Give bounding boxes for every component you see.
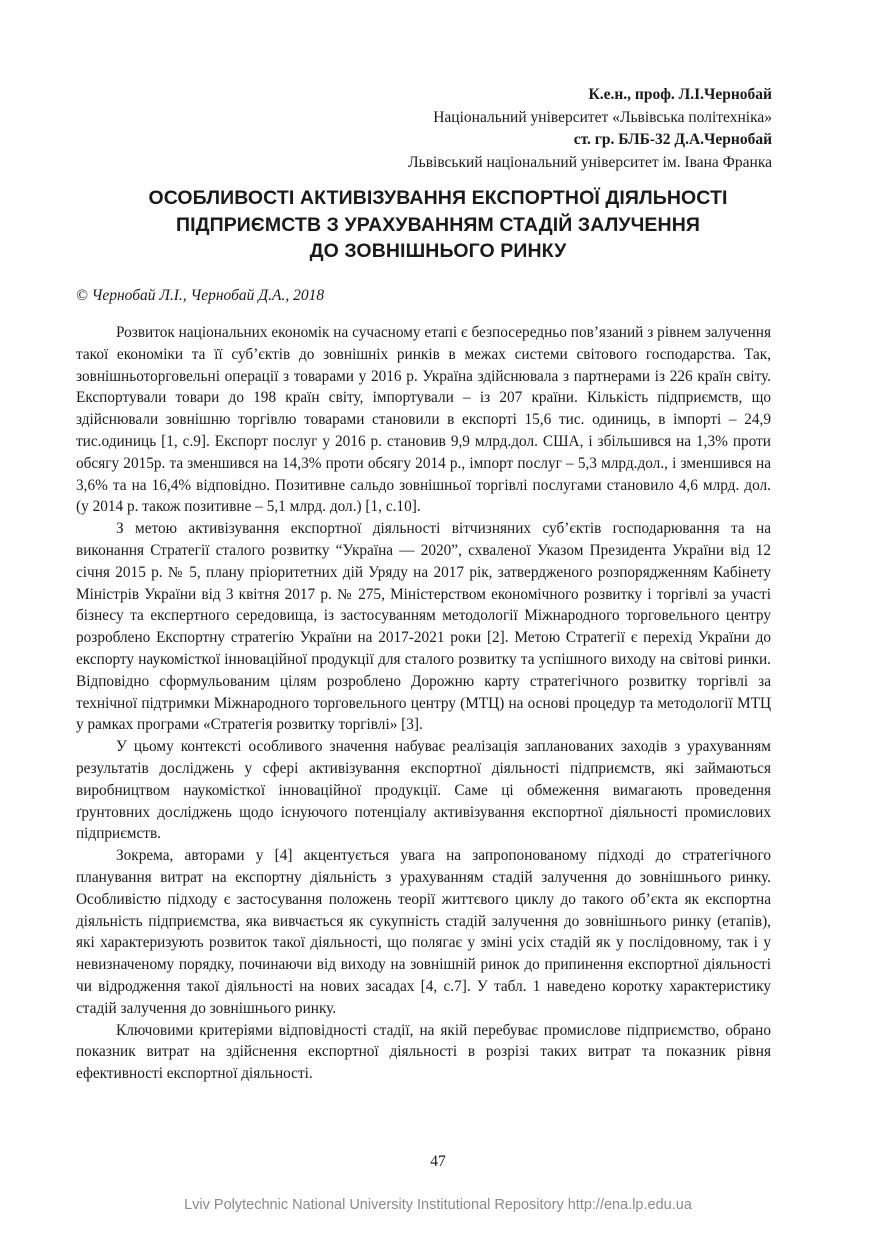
- author-2-affiliation: Львівський національний університет ім. Івана Франка: [408, 153, 772, 171]
- paragraph-2: З метою активізування експортної діяльності вітчизняних суб’єктів господарювання та на виконання Стратегії сталого розвитку “Україна — 2020”, схваленої Указом Президента України від 12 січня 2015 р. № 5, плану пріоритетних дій Уряду на 2017 рік, затвердженого розпорядженням Кабінету Міністрів України від 3 квітня 2017 р. № 275, Міністерством економічного розвитку і торгівлі за участі бізнесу та експертного середовища, із застосуванням методології Міжнародного торговельного центру розроблено Експортну стратегію України на 2017-2021 роки [2]. Метою Стратегії є перехід України до експорту наукомісткої інноваційної продукції для сталого розвитку та успішного виходу на світові ринки. Відповідно сформульованим цілям розроблено Дорожню карту стратегічного розвитку торгівлі за технічної підтримки Міжнародного торговельного центру (МТЦ) на основі процедур та методології МТЦ у рамках програми «Стратегія розвитку торгівлі» [3].: [76, 520, 771, 734]
- paragraph-1: Розвиток національних економік на сучасному етапі є безпосередньо пов’язаний з рівнем залучення такої економіки та її суб’єктів до зовнішніх ринків в межах системи світового господарства. Так, зовнішньоторговельні операції з товарами у 2016 р. Україна здійснювала з партнерами із 226 країн світу. Експортували товари до 198 країн світу, імпортували – із 207 країни. Кількість підприємств, що здійснювали зовнішню торгівлю товарами становили в експорті 15,6 тис. одиниць, в імпорті – 24,9 тис.одиниць [1, с.9]. Експорт послуг у 2016 р. становив 9,9 млрд.дол. США, і збільшився на 1,3% проти обсягу 2015р. та зменшився на 14,3% проти обсягу 2014 р., імпорт послуг – 5,3 млрд.дол., і зменшився на 3,6% та на 16,4% відповідно. Позитивне сальдо зовнішньої торгівлі послугами становило 4,6 млрд. дол. (у 2014 р. також позитивне – 5,1 млрд. дол.) [1, с.10].: [76, 324, 771, 516]
- article-title: [60, 185, 816, 265]
- repository-footer: Lviv Polytechnic National University Institutional Repository http://ena.lp.edu.ua: [184, 1197, 692, 1213]
- article-body: [76, 322, 771, 1085]
- paragraph-3: У цьому контексті особливого значення набуває реалізація запланованих заходів з урахуванням результатів досліджень у сфері активізування експортної діяльності підприємств, які займаються виробництвом наукомісткої інноваційної продукції. Саме ці обмеження вимагають проведення ґрунтовних досліджень щодо існуючого потенціалу активізування експортної діяльності промислових підприємств.: [76, 738, 771, 843]
- author-block: [408, 84, 772, 174]
- title-line-1: ОСОБЛИВОСТІ АКТИВІЗУВАННЯ ЕКСПОРТНОЇ ДІЯЛЬНОСТІ: [148, 187, 728, 209]
- paragraph-5: Ключовими критеріями відповідності стадії, на якій перебуває промислове підприємство, обрано показник витрат на здійснення експортної діяльності в розрізі таких витрат та показник рівня ефективності експортної діяльності.: [76, 1021, 771, 1083]
- page-number: 47: [430, 1153, 446, 1170]
- author-2-name: ст. гр. БЛБ-32 Д.А.Чернобай: [573, 131, 772, 148]
- copyright-line: © Чернобай Л.І., Чернобай Д.А., 2018: [76, 287, 325, 304]
- author-1-name: К.е.н., проф. Л.І.Чернобай: [588, 86, 772, 103]
- author-1-affiliation: Національний університет «Львівська політехніка»: [433, 108, 772, 126]
- title-line-2: ПІДПРИЄМСТВ З УРАХУВАННЯМ СТАДІЙ ЗАЛУЧЕННЯ: [175, 213, 701, 236]
- paragraph-4: Зокрема, авторами у [4] акцентується увага на запропонованому підході до стратегічного планування витрат на експортну діяльність з урахуванням стадій залучення до зовнішнього ринку. Особливістю підходу є застосування положень теорії життєвого циклу до такого об’єкта як експортна діяльність підприємства, яка вивчається як сукупність стадій залучення до зовнішнього ринку (етапів), які характеризують розвиток такої діяльності, що полягає у зміні усіх стадій як у послідовному, так і у невизначеному порядку, починаючи від виходу на зовнішній ринок до припинення експортної діяльності чи відродження такої діяльності на нових засадах [4, с.7]. У табл. 1 наведено коротку характеристику стадій залучення до зовнішнього ринку.: [76, 847, 771, 1017]
- title-line-3: ДО ЗОВНІШНЬОГО РИНКУ: [309, 240, 567, 262]
